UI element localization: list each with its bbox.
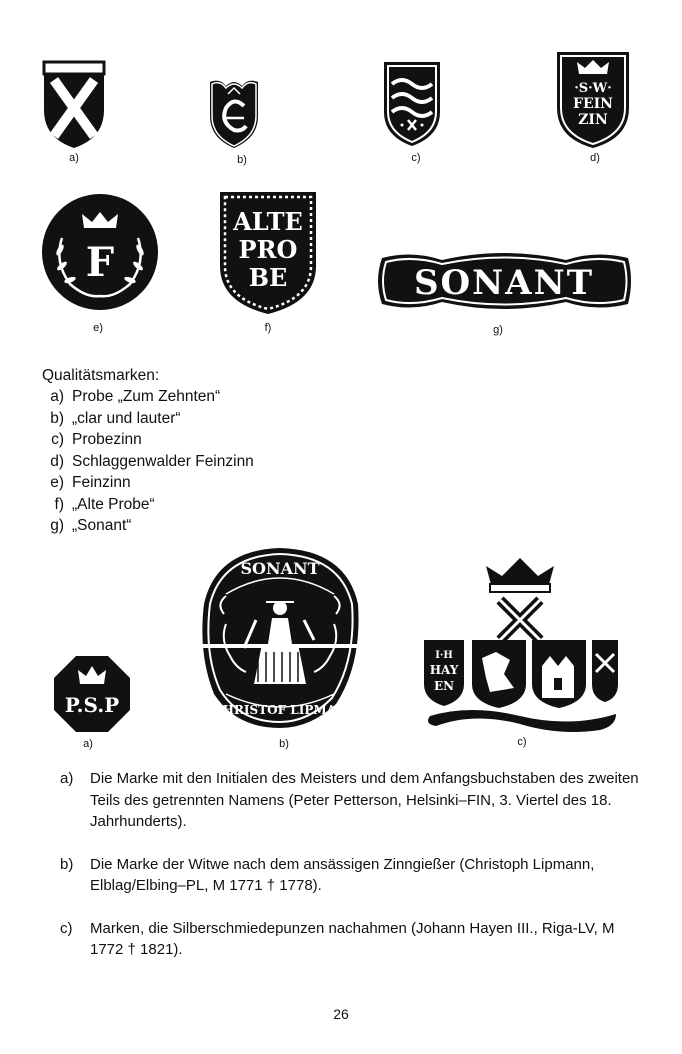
- mark-probezinn: [380, 58, 444, 148]
- mark-probe-zum-zehnten: [40, 58, 108, 150]
- mark-f-line2: PRO: [238, 235, 298, 264]
- mark-d-line3: ZIN: [578, 112, 608, 128]
- caption-top-g: g): [493, 324, 503, 336]
- caption-bottom-a: a): [83, 738, 93, 750]
- mark-d-line1: ·S·W·: [574, 81, 612, 96]
- mark-feinzinn: [40, 192, 160, 312]
- note-a: a) Die Marke mit den Initialen des Meisters und dem Anfangsbuchstaben des zweiten Teils des getrennten Namens (Peter Petterson, Helsinki–FIN, 3. Viertel des 18. Jahrhunderts).: [60, 770, 639, 830]
- mark-clar-und-lauter: [206, 76, 262, 150]
- caption-top-a: a): [69, 152, 79, 164]
- mark-bottom-b-top: SONANT: [240, 559, 320, 578]
- mark-d-line2: FEIN: [573, 96, 613, 112]
- mark-c-line3: EN: [433, 679, 455, 693]
- list-item: b) „clar und lauter“: [50, 409, 181, 427]
- mark-christof-lipman: [196, 544, 364, 730]
- mark-sonant: [372, 248, 636, 314]
- mark-schlaggenwalder-feinzinn: [553, 48, 633, 150]
- caption-bottom-b: b): [279, 738, 289, 750]
- mark-g-text: SONANT: [413, 263, 595, 303]
- notes-section: [60, 768, 640, 982]
- list-item: a) Probe „Zum Zehnten“: [50, 388, 221, 405]
- quality-heading: Qualitätsmarken:: [42, 367, 160, 384]
- mark-bottom-a-text: P.S.P: [64, 693, 120, 717]
- mark-e-letter: F: [85, 239, 115, 286]
- mark-hayen: [420, 548, 622, 734]
- list-item: f) „Alte Probe“: [54, 495, 155, 513]
- caption-top-f: f): [264, 322, 272, 334]
- list-item: e) Feinzinn: [50, 474, 131, 491]
- mark-f-line3: BE: [248, 263, 288, 292]
- mark-petterson-psp: [52, 654, 132, 734]
- list-item: d) Schlaggenwalder Feinzinn: [50, 452, 254, 470]
- note-c: c) Marken, die Silberschmiedepunzen nachahmen (Johann Hayen III., Riga-LV, M 1772 † 1821).: [60, 919, 615, 958]
- page-number: 26: [333, 1006, 349, 1022]
- note-b: b) Die Marke der Witwe nach dem ansässigen Zinngießer (Christoph Lipmann, Elblag/Elbing–PL, M 1771 † 1778).: [60, 855, 595, 894]
- caption-top-d: d): [590, 152, 600, 164]
- mark-bottom-b-bottom: CHRISTOF LIPMAN: [213, 703, 347, 717]
- quality-list: [48, 386, 348, 537]
- caption-top-c: c): [411, 152, 421, 164]
- caption-top-e: e): [93, 322, 103, 334]
- mark-f-line1: ALTE: [233, 207, 303, 236]
- list-item: c) Probezinn: [51, 431, 142, 448]
- list-item: g) „Sonant“: [50, 517, 132, 534]
- caption-bottom-c: c): [517, 736, 527, 748]
- mark-alte-probe: [216, 188, 320, 316]
- mark-c-line1: I·H: [435, 650, 453, 661]
- caption-top-b: b): [237, 154, 247, 166]
- mark-c-line2: HAY: [429, 663, 459, 677]
